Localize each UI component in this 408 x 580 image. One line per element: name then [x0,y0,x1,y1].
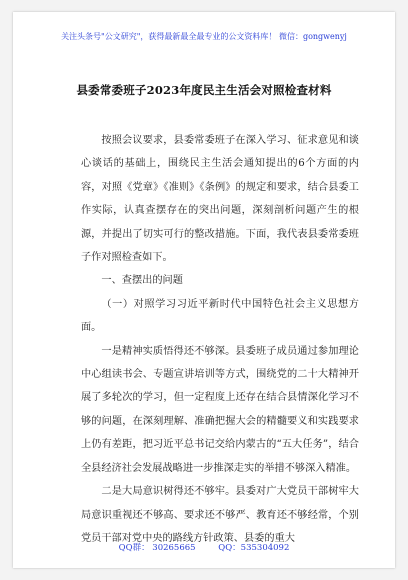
document-page [13,12,395,568]
section-heading: 一、查摆出的问题 [101,275,183,287]
paragraph-point-one: 一是精神实质悟得还不够深。县委班子成员通过参加理论中心组读书会、专题宣讲培训等方式，围绕党的二十大精神开展了多轮次的学习，但一定程度上还存在结合县情深化学习不够的问题，在深刻理解、准确把握大会的精髓要义和实践要求上仍有差距，把习近平总书记交给内蒙古的“五大任务”，结合全县经济社会发展战略进一步推深走实的举措不够深入精准。 [81,345,359,474]
header-promo-note: 关注头条号"公文研究"，获得最新最全最专业的公文资料库！ 微信：gongwenyj [61,32,347,41]
footer-qq-group: QQ群： 30265665 [118,543,196,553]
paragraph-intro: 按照会议要求，县委常委班子在深入学习、征求意见和谈心谈话的基础上，围绕民主生活会通知提出的6个方面的内容，对照《党章》《准则》《条例》的规定和要求，结合县委工作实际，认真查摆存在的突出问题，深刻剖析问题产生的根源，并提出了切实可行的整改措施。下面，我代表县委常委班子作对照检查如下。 [81,135,359,264]
document-title: 县委常委班子2023年度民主生活会对照检查材料 [76,83,332,97]
paragraph-point-two: 二是大局意识树得还不够牢。县委对广大党员干部树牢大局意识重视还不够高、要求还不够严、教育还不够经常，个别党员干部对党中央的路线方针政策、县委的重大 [81,486,359,544]
document-body [81,129,359,550]
footer-qq: QQ：535304092 [218,543,290,553]
subsection-heading: （一）对照学习习近平新时代中国特色社会主义思想方面。 [81,298,359,334]
footer-contact [13,541,395,553]
